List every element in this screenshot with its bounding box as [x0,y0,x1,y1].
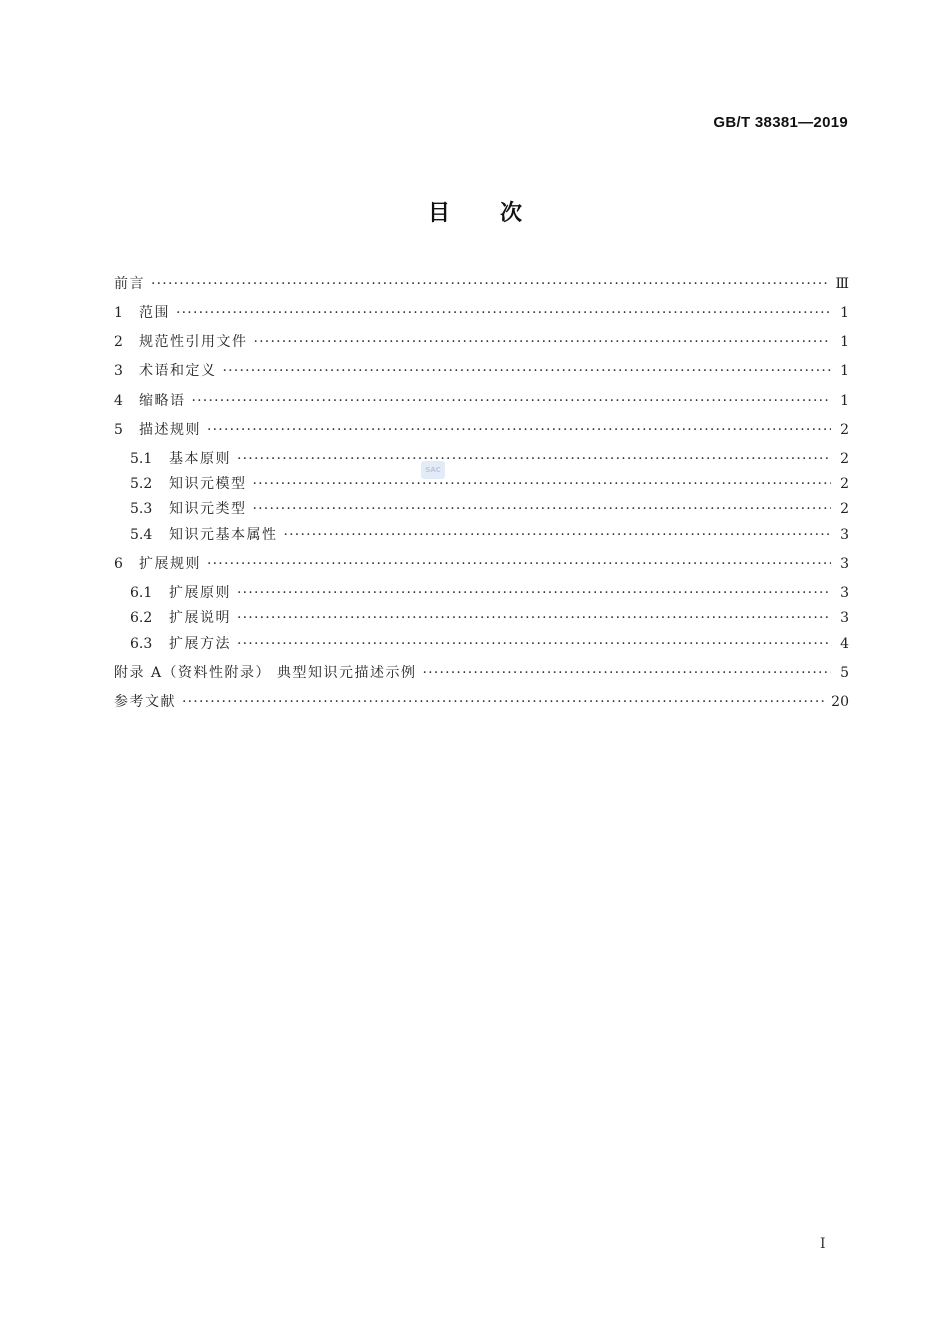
toc-entry-bibliography[interactable] [114,691,849,713]
toc-entry-appendix-a[interactable] [114,662,849,684]
toc-entry-page: 4 [840,636,849,652]
toc-leader-dots [423,662,831,684]
toc-entry-scope[interactable] [114,302,849,324]
toc-entry-page: 2 [840,422,849,438]
toc-leader-dots [207,419,831,441]
toc-entry-extension-principles[interactable] [130,582,849,604]
toc-entry-page: 20 [831,694,849,710]
toc-entry-number: 5.3 [130,501,153,517]
toc-entry-number: 5.2 [130,476,153,492]
toc-entry-page: 1 [840,305,849,321]
toc-entry-page: 2 [840,501,849,517]
sac-watermark-logo: SAC [421,461,445,479]
toc-entry-normative-references[interactable] [114,331,849,353]
toc-leader-dots [176,302,831,324]
toc-entry-abbreviations[interactable] [114,390,849,412]
toc-entry-extension-rules[interactable] [114,553,849,575]
toc-entry-number: 6 [114,556,123,572]
toc-entry-page: 1 [840,393,849,409]
toc-entry-number: 6.3 [130,636,153,652]
standard-number: GB/T 38381—2019 [713,114,848,131]
toc-entry-number: 5.4 [130,527,153,543]
toc-entry-extension-description[interactable] [130,607,849,629]
toc-leader-dots [237,633,831,655]
toc-entry-knowledge-element-types[interactable] [130,498,849,520]
toc-entry-label: 范围 [139,305,170,321]
toc-leader-dots [254,331,832,353]
toc-leader-dots [207,553,831,575]
page-title: 目次 [427,201,572,226]
toc-entry-preface[interactable] [114,273,849,295]
toc-entry-label: 描述规则 [139,422,201,438]
toc-entry-label: 知识元类型 [169,501,247,517]
toc-entry-page: 3 [840,585,849,601]
toc-entry-label: 扩展说明 [169,610,231,626]
toc-leader-dots [253,473,832,495]
toc-entry-number: 4 [114,393,123,409]
toc-leader-dots [237,582,831,604]
toc-entry-label: 附录 A（资料性附录） 典型知识元描述示例 [114,665,417,681]
toc-entry-page: 2 [840,451,849,467]
toc-entry-label: 参考文献 [114,694,176,710]
toc-entry-page: 5 [840,665,849,681]
toc-entry-label: 基本原则 [169,451,231,467]
toc-entry-label: 扩展规则 [139,556,201,572]
toc-entry-extension-methods[interactable] [130,633,849,655]
toc-entry-label: 扩展方法 [169,636,231,652]
toc-leader-dots [192,390,832,412]
toc-entry-number: 6.1 [130,585,153,601]
toc-entry-description-rules[interactable] [114,419,849,441]
toc-entry-page: 3 [840,527,849,543]
toc-entry-page: Ⅲ [835,276,849,292]
toc-leader-dots [237,607,831,629]
toc-entry-label: 术语和定义 [139,363,217,379]
page-number: I [820,1236,826,1252]
toc-leader-dots [151,273,829,295]
toc-entry-label: 知识元模型 [169,476,247,492]
toc-entry-label: 缩略语 [139,393,186,409]
toc-leader-dots [223,360,832,382]
toc-entry-basic-principles[interactable] [130,448,849,470]
toc-entry-number: 1 [114,305,123,321]
toc-entry-page: 1 [840,363,849,379]
toc-entry-page: 3 [840,556,849,572]
toc-entry-basic-attributes[interactable] [130,524,849,546]
toc-entry-terms[interactable] [114,360,849,382]
toc-entry-page: 3 [840,610,849,626]
toc-leader-dots [253,498,832,520]
toc-entry-label: 前言 [114,276,145,292]
toc-entry-page: 1 [840,334,849,350]
toc-entry-number: 6.2 [130,610,153,626]
toc-entry-number: 5.1 [130,451,153,467]
toc-entry-number: 3 [114,363,123,379]
toc-entry-label: 扩展原则 [169,585,231,601]
toc-leader-dots [284,524,832,546]
toc-entry-page: 2 [840,476,849,492]
toc-entry-label: 规范性引用文件 [139,334,248,350]
toc-entry-number: 5 [114,422,123,438]
toc-leader-dots [237,448,831,470]
toc-leader-dots [182,691,825,713]
toc-entry-knowledge-element-model[interactable] [130,473,849,495]
toc-entry-label: 知识元基本属性 [169,527,278,543]
toc-entry-number: 2 [114,334,123,350]
